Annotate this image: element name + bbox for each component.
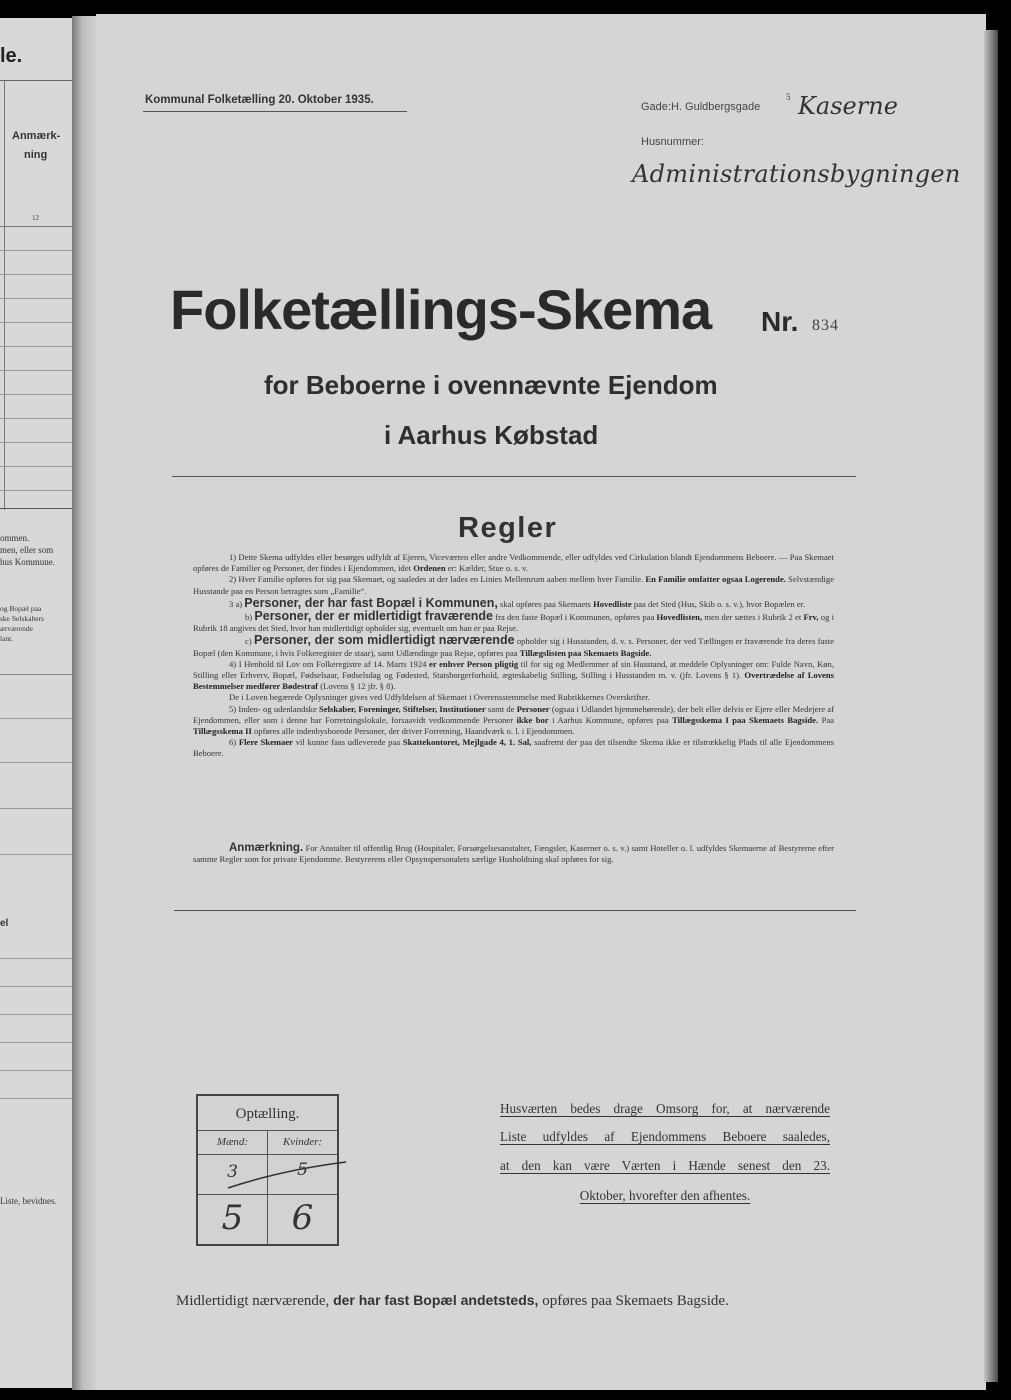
rule-bold: Tillægsskema II	[193, 726, 252, 737]
rule-text: til for sig og Medlemmer af sin Husstand, at meddele Oplysninger om: Fulde Navn, Køn, Stilling eller Erhverv, Bopæl, Fødselsaar, Fødselsdag og Fødested, Statsborgerforhold, ægteskabelig Stilling, Stilling i Husstanden m. v. (jfr. Lovens § 1).	[193, 658, 834, 681]
left-frag: hus Kommune.	[0, 557, 55, 567]
rule-3b	[193, 611, 834, 634]
rule-text: vil kunne faas udleverede paa	[295, 737, 401, 748]
left-rule	[0, 808, 72, 809]
left-rule	[0, 718, 72, 719]
rule-text: 6)	[229, 737, 237, 748]
street-label: Gade:	[641, 101, 671, 113]
left-rule	[0, 854, 72, 855]
census-title-underline	[143, 111, 407, 112]
rule-3c	[193, 635, 834, 658]
rule-bold: Ordenen	[413, 563, 446, 574]
left-col-line	[4, 80, 5, 510]
note-divider	[174, 910, 856, 911]
rule-emphasis: Personer, der er midlertidigt fraværende	[254, 609, 493, 624]
note-block	[193, 843, 834, 865]
left-rule	[0, 958, 72, 959]
count-women-final: 6	[291, 1198, 314, 1238]
rule-emphasis: Personer, der som midlertidigt nærværende	[254, 633, 515, 648]
rule-text: Selvstændige Husstande paa en Person betragtes som „Familie“.	[193, 574, 835, 596]
count-men-final: 5	[221, 1198, 244, 1238]
left-rule	[0, 442, 72, 443]
form-title: Folketællings-Skema	[170, 278, 712, 341]
rule-emphasis: Personer, der har fast Bopæl i Kommunen,	[244, 595, 498, 610]
rule-text: opføres alle indenbysboende Personer, der driver Forretning, Haandværk o. l. i Ejendommen.	[253, 726, 575, 737]
left-rule	[0, 490, 72, 491]
left-rule	[0, 508, 72, 509]
census-title: Kommunal Folketælling 20. Oktober 1935.	[145, 94, 374, 106]
rule-text: er: Kælder, Stue o. s. v.	[447, 563, 528, 574]
left-rule	[0, 322, 72, 323]
rule-bold: Tillægslisten paa Skemaets Bagside.	[519, 647, 652, 658]
left-rule	[0, 298, 72, 299]
host-note-line: at den kan være Værten i Hænde senest den 23.	[500, 1158, 830, 1173]
left-frag: ærværende	[0, 624, 33, 633]
house-number-label: Husnummer:	[641, 136, 704, 148]
rules-body	[193, 552, 834, 760]
rule-text: skal opføres paa Skemaets	[499, 598, 591, 609]
note-text: For Anstalter til offentlig Brug (Hospitaler, Forsørgelsesanstalter, Fængsler, Kaserner o. s. v.) samt Hoteller o. l. udfyldes Skemaerne af Bestyrerne efter samme Regler som for private Ejendomme. Bestyrerens eller Opsynspersonalets særlige Husholdning skal opføres for sig.	[193, 843, 834, 865]
left-rule	[0, 674, 72, 675]
left-frag: og Bopæl paa	[0, 604, 42, 613]
rule-bold: Hovedliste	[593, 598, 632, 609]
rule-bold: Hovedlisten,	[656, 612, 703, 623]
left-rule	[0, 370, 72, 371]
binding-gutter	[72, 16, 98, 1390]
rule-text: men der sættes i Rubrik 2 et	[704, 612, 802, 623]
street-printed: H. Guldbergsgade	[670, 101, 761, 113]
left-rule	[0, 466, 72, 467]
rules-heading: Regler	[458, 512, 558, 544]
house-number-handwritten: Administrationsbygningen	[632, 160, 961, 188]
left-rule	[0, 986, 72, 987]
host-note	[500, 1101, 830, 1204]
rule-text: b)	[245, 612, 253, 623]
rule-text: 1) Dette Skema udfyldes eller besørges udfyldt af Ejeren, Viceværten eller andre Vedkommende, eller udfyldes ved Cirkulation blandt Ejendommens Beboere. — Paa Skemaet opføres de Familier og Personer, der findes i Ejendommen, idet	[193, 552, 834, 574]
footer-post: opføres paa Skemaets Bagside.	[542, 1293, 729, 1309]
left-frag: lant.	[0, 634, 14, 643]
left-frag: el	[0, 918, 9, 929]
rule-bold: En Familie omfatter ogsaa Logerende.	[645, 574, 786, 585]
note-paragraph	[193, 843, 834, 865]
title-divider	[172, 476, 856, 477]
left-rule	[0, 274, 72, 275]
rule-text: 4) I Henhold til Lov om Folkeregistre af 14. Marts 1924	[229, 658, 427, 669]
rule-text: saafremt der paa det tilsendte Skema ikke er tilstrækkelig Plads til alle Ejendommens Beboere.	[193, 737, 834, 759]
rule-text: i Aarhus Kommune, opføres paa	[552, 714, 669, 725]
rule-bold: Overtrædelse af Lovens Bestemmelser medfører Bødestraf	[193, 670, 834, 692]
count-box-men-header: Mænd:	[216, 1136, 249, 1148]
left-rule	[0, 1042, 72, 1043]
rule-text: 5) Inden- og udenlandske	[229, 703, 317, 714]
rule-bold: Frv,	[803, 612, 819, 623]
street-superscript: 5	[786, 92, 791, 102]
left-page-header: le.	[0, 45, 23, 67]
count-box-women-header: Kvinder:	[282, 1136, 323, 1148]
footer-bold: der har fast Bopæl andetsteds,	[333, 1292, 539, 1308]
left-rule	[0, 346, 72, 347]
rule-text: (ogsaa i Udlandet hjemmehørende), der helt eller delvis er Ejere eller Medejere af Ejendommen, eller som i denne har Forretningslokale, forsaavidt vedkommende Personer	[193, 703, 834, 725]
rule-6	[193, 737, 834, 759]
rule-text: 3 a)	[229, 598, 243, 609]
left-rule	[0, 762, 72, 763]
form-number-value: 834	[812, 317, 839, 334]
count-women-struck: 5	[297, 1160, 308, 1180]
page-edge	[984, 30, 998, 1382]
left-rule	[0, 418, 72, 419]
footer-note	[176, 1292, 844, 1310]
left-rule	[0, 394, 72, 395]
rule-bold: er enhver Person pligtig	[429, 658, 519, 669]
left-col-number: 12	[32, 214, 39, 222]
rule-2	[193, 574, 834, 596]
rule-bold: Skattekontoret, Mejlgade 4, 1. Sal,	[402, 737, 532, 748]
rule-text: c)	[245, 636, 252, 647]
rule-bold: ikke bor	[516, 714, 549, 725]
left-rule	[0, 226, 72, 227]
rule-bold: Flere Skemaer	[238, 737, 293, 748]
form-subtitle-2: i Aarhus Købstad	[384, 420, 599, 450]
left-frag: ommen.	[0, 533, 30, 543]
street-handwritten: Kaserne	[798, 92, 898, 120]
rule-text: fra den faste Bopæl i Kommunen, opføres paa	[495, 612, 655, 623]
left-rule	[0, 1098, 72, 1099]
form-subtitle-1: for Beboerne i ovennævnte Ejendom	[264, 370, 718, 400]
rule-text: paa det Sted (Hus, Skib o. s. v.), hvor Bopælen er.	[633, 598, 806, 609]
count-men-struck: 3	[227, 1162, 238, 1182]
rule-text: og i Rubrik 18 angives det Sted, hvor han midlertidigt opholder sig, eventuelt om han er paa Rejse.	[193, 612, 834, 634]
footer-pre: Midlertidigt nærværende,	[176, 1293, 330, 1309]
form-number-label: Nr.	[761, 306, 799, 337]
host-note-line: Liste udfyldes af Ejendommens Beboere saaledes,	[500, 1129, 830, 1144]
left-rule	[0, 80, 72, 81]
left-col-label-1: Anmærk-	[12, 130, 61, 142]
host-note-line: Husværten bedes drage Omsorg for, at nærværende	[500, 1101, 830, 1116]
rule-5	[193, 704, 834, 738]
left-rule	[0, 1014, 72, 1015]
rule-text: opholder sig i Husstanden, d. v. s. Personer, der ved Tællingen er fraværende fra deres faste Bopæl (den Kommune, i hvis Folkeregister de staar), samt Udlændinge paa Rejse, opføres paa	[193, 636, 834, 658]
host-note-line: Oktober, hvorefter den afhentes.	[579, 1188, 751, 1203]
note-label: Anmærkning.	[229, 842, 304, 854]
count-box	[196, 1094, 339, 1246]
left-rule	[0, 1070, 72, 1071]
left-frag: ske Selskabers	[0, 614, 44, 623]
left-col-label-2: ning	[24, 149, 48, 161]
rule-text: (Lovens § 12 jfr. § 8).	[320, 681, 396, 692]
rule-text: samt de	[487, 703, 515, 714]
rule-1	[193, 552, 834, 574]
rule-text: Paa	[821, 714, 834, 725]
host-note-line-wrap	[500, 1188, 830, 1204]
left-page-fragment	[0, 18, 72, 1388]
count-box-rule	[198, 1194, 337, 1195]
count-box-title: Optælling.	[235, 1106, 300, 1122]
rule-4	[193, 659, 834, 693]
rule-text: 2) Hver Familie opføres for sig paa Skemaet, og saaledes at der lades en Linies Mellemrum aaben mellem hver Familie.	[229, 574, 644, 585]
rule-4b	[193, 692, 834, 703]
left-frag: men, eller som	[0, 545, 54, 555]
rule-bold: Selskaber, Foreninger, Stiftelser, Institutioner	[319, 703, 486, 714]
rule-bold: Personer	[516, 703, 550, 714]
rule-text: De i Loven begærede Oplysninger gives ved Udfyldelsen af Skemaet i Overensstemmelse med Rubrikkernes Overskrifter.	[229, 692, 650, 703]
left-rule	[0, 250, 72, 251]
rule-bold: Tillægsskema I paa Skemaets Bagside.	[672, 714, 819, 725]
left-frag: Liste, bevidnes.	[0, 1196, 57, 1206]
